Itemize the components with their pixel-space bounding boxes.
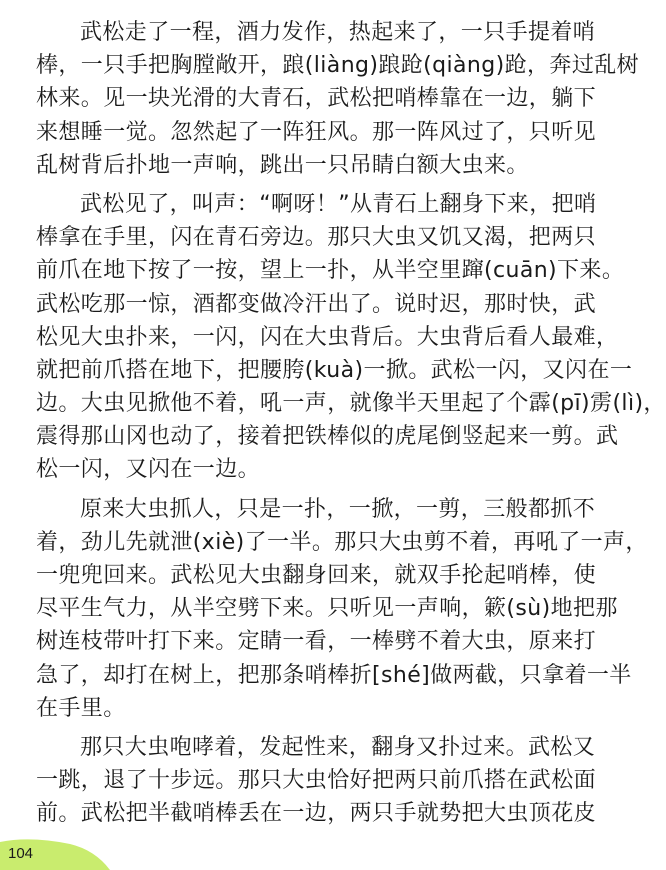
paragraph — [36, 493, 648, 725]
text-line: 林来。见一块光滑的大青石，武松把哨棒靠在一边，躺下 — [36, 86, 597, 112]
text-line: 武松见了，叫声：“啊呀！”从青石上翻身下来，把哨 — [80, 191, 597, 217]
story-text — [36, 16, 666, 837]
text-line: 一跳，退了十步远。那只大虫恰好把两只前爪搭在武松面 — [36, 768, 597, 794]
paragraph — [36, 16, 640, 182]
text-line: 树连枝带叶打下来。定睛一看，一棒劈不着大虫，原来打 — [36, 629, 597, 655]
text-line: 一兜兜回来。武松见大虫翻身回来，就双手抡起哨棒，使 — [36, 563, 597, 588]
text-line: 前。武松把半截哨棒丢在一边，两只手就势把大虫顶花皮 — [36, 801, 597, 827]
text-line: 松一闪，又闪在一边。 — [36, 457, 261, 483]
text-line: 棒，一只手把胸膛敞开，踉(liàng)踉跄(qiàng)跄，奔过乱树 — [36, 53, 640, 79]
text-line: 震得那山冈也动了，接着把铁棒似的虎尾倒竖起来一剪。武 — [36, 424, 619, 450]
text-line: 就把前爪搭在地下，把腰胯(kuà)一掀。武松一闪，又闪在一 — [36, 357, 633, 383]
text-line: 乱树背后扑地一声响，跳出一只吊睛白额大虫来。 — [36, 152, 529, 178]
text-line: 前爪在地下按了一按，望上一扑，从半空里蹿(cuān)下来。 — [36, 258, 625, 284]
text-line: 武松吃那一惊，酒都变做冷汗出了。说时迟，那时快，武 — [36, 291, 597, 317]
text-line: 棒拿在手里，闪在青石旁边。那只大虫又饥又渴，把两只 — [36, 225, 597, 251]
text-line: 那只大虫咆哮着，发起性来，翻身又扑过来。武松又 — [80, 734, 596, 760]
paragraph — [36, 188, 666, 487]
text-line: 在手里。 — [36, 695, 126, 721]
page-number: 104 — [8, 845, 34, 862]
text-line: 松见大虫扑来，一闪，闪在大虫背后。大虫背后看人最难， — [36, 324, 619, 350]
text-line: 边。大虫见掀他不着，吼一声，就像半天里起了个霹(pī)雳(lì)， — [36, 391, 666, 417]
text-line: 尽平生气力，从半空劈下来。只听见一声响，簌(sù)地把那 — [36, 596, 618, 622]
paragraph — [36, 731, 597, 831]
page-number-badge — [0, 836, 110, 870]
text-line: 急了，却打在树上，把那条哨棒折[shé]做两截，只拿着一半 — [36, 662, 632, 688]
text-line: 着，劲儿先就泄(xiè)了一半。那只大虫剪不着，再吼了一声， — [36, 529, 648, 555]
text-line: 来想睡一觉。忽然起了一阵狂风。那一阵风过了，只听见 — [36, 119, 597, 145]
text-line: 原来大虫抓人，只是一扑，一掀，一剪，三般都抓不 — [80, 496, 596, 522]
text-line: 武松走了一程，酒力发作，热起来了，一只手提着哨 — [80, 20, 596, 45]
